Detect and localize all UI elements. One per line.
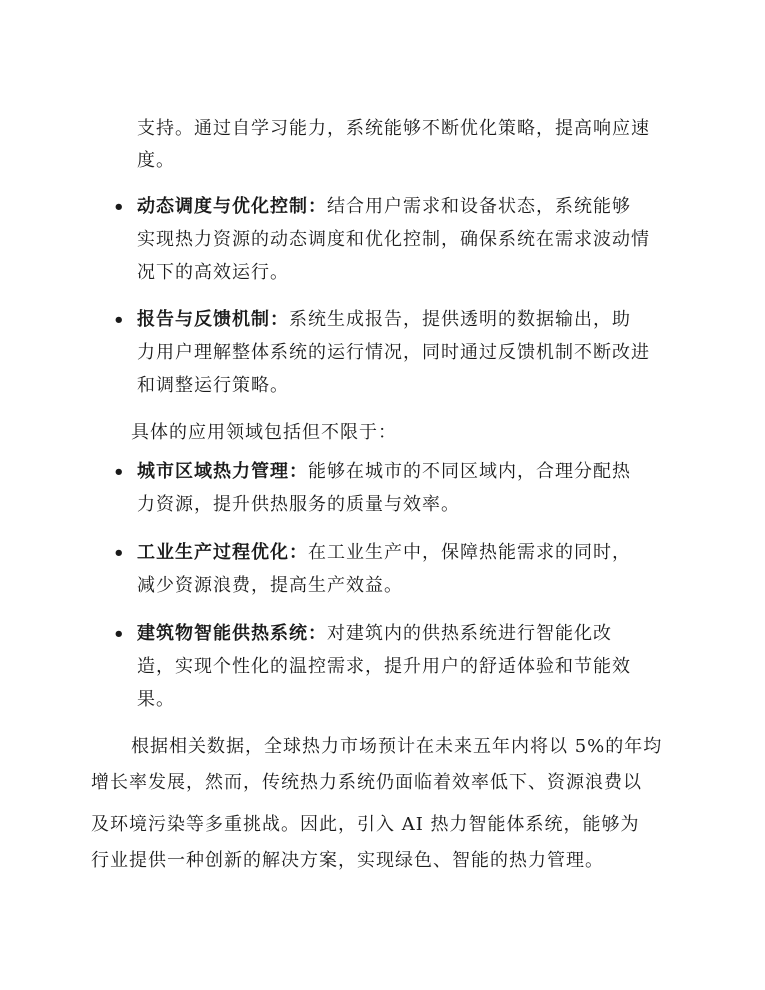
feature-item-1-title: 动态调度与优化控制： bbox=[137, 196, 327, 217]
application-item-2-text-1: 在工业生产中，保障热能需求的同时， bbox=[308, 542, 631, 563]
application-item-3-line-3: 果。 bbox=[137, 689, 175, 710]
application-item-1-line-2: 力资源，提升供热服务的质量与效率。 bbox=[137, 494, 460, 515]
bullet-icon: • bbox=[113, 624, 125, 645]
continuation-line-1: 支持。通过自学习能力，系统能够不断优化策略，提高响应速 bbox=[137, 118, 650, 139]
closing-paragraph-line-2: 增长率发展，然而，传统热力系统仍面临着效率低下、资源浪费以 bbox=[91, 772, 642, 793]
application-item-1-title: 城市区域热力管理： bbox=[137, 461, 308, 482]
application-item-3-title: 建筑物智能供热系统： bbox=[137, 623, 327, 644]
feature-item-2-line-2: 力用户理解整体系统的运行情况，同时通过反馈机制不断改进 bbox=[137, 342, 650, 363]
continuation-line-2: 度。 bbox=[137, 150, 175, 171]
application-item-3-line-1 bbox=[137, 623, 612, 645]
application-item-1-text-1: 能够在城市的不同区域内，合理分配热 bbox=[308, 461, 631, 482]
application-item-2-line-1 bbox=[137, 542, 631, 564]
application-item-1-line-1 bbox=[137, 461, 631, 483]
application-item-2-line-2: 减少资源浪费，提高生产效益。 bbox=[137, 575, 403, 596]
feature-item-1-line-3: 况下的高效运行。 bbox=[137, 262, 289, 283]
feature-item-2-line-3: 和调整运行策略。 bbox=[137, 375, 289, 396]
closing-paragraph-line-3: 及环境污染等多重挑战。因此，引入 AI 热力智能体系统，能够为 bbox=[91, 814, 640, 835]
bullet-icon: • bbox=[113, 197, 125, 218]
bullet-icon: • bbox=[113, 310, 125, 331]
bullet-icon: • bbox=[113, 543, 125, 564]
applications-intro: 具体的应用领域包括但不限于： bbox=[131, 422, 397, 443]
feature-item-1-line-2: 实现热力资源的动态调度和优化控制，确保系统在需求波动情 bbox=[137, 229, 650, 250]
application-item-3-text-1: 对建筑内的供热系统进行智能化改 bbox=[327, 623, 612, 644]
feature-item-1-line-1 bbox=[137, 196, 631, 218]
bullet-icon: • bbox=[113, 462, 125, 483]
application-item-3-line-2: 造，实现个性化的温控需求，提升用户的舒适体验和节能效 bbox=[137, 656, 631, 677]
closing-paragraph-line-1: 根据相关数据，全球热力市场预计在未来五年内将以 5%的年均 bbox=[131, 736, 663, 757]
feature-item-2-title: 报告与反馈机制： bbox=[137, 309, 289, 330]
closing-paragraph-line-4: 行业提供一种创新的解决方案，实现绿色、智能的热力管理。 bbox=[91, 850, 604, 871]
feature-item-2-text-1: 系统生成报告，提供透明的数据输出，助 bbox=[289, 309, 631, 330]
feature-item-1-text-1: 结合用户需求和设备状态，系统能够 bbox=[327, 196, 631, 217]
feature-item-2-line-1 bbox=[137, 309, 631, 331]
application-item-2-title: 工业生产过程优化： bbox=[137, 542, 308, 563]
